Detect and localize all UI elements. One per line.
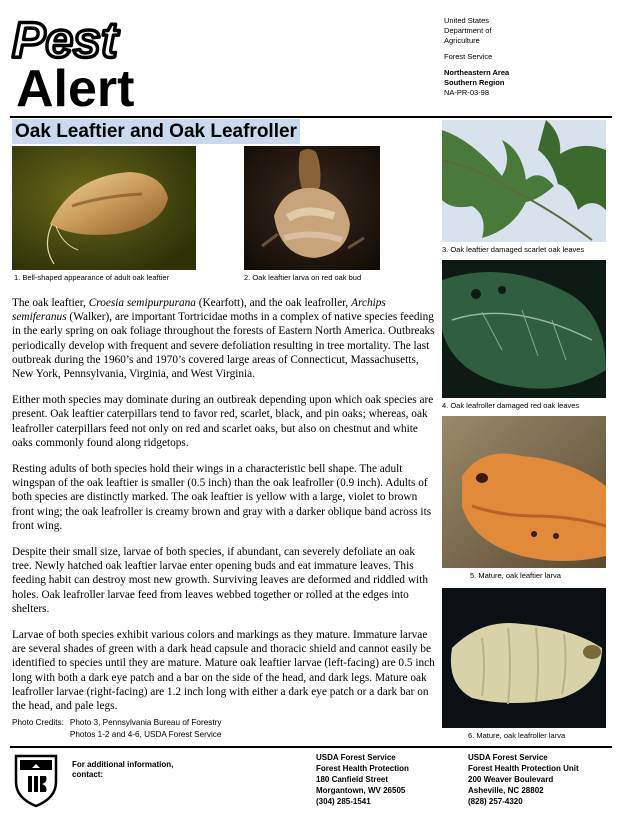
photo-caption: 1. Bell-shaped appearance of adult oak leaftier bbox=[14, 273, 170, 282]
address-line: 180 Canfield Street bbox=[316, 775, 389, 784]
publication-code: NA-PR-03-98 bbox=[444, 88, 490, 97]
photo-leafroller-larva bbox=[442, 588, 606, 728]
paragraph: Larvae of both species exhibit various colors and markings as they mature. Immature larvae are several shades of green with a dark head capsule and thoracic shield and cannot easily be identified to species until they are mature. Mature oak leaftier larvae (left-facing) are 0.5 inch long with both a dark eye patch and a bar on the side of the head, and dark legs. Mature oak leafroller larvae (right-facing) are 1.2 inch long with either a dark eye patch or a dark bar on the head, and pale legs. bbox=[12, 629, 435, 713]
photo-adult-leaftier bbox=[12, 146, 196, 270]
contact-line: For additional information, bbox=[72, 760, 174, 769]
address-line: (304) 285-1541 bbox=[316, 797, 371, 806]
photo-leaftier-larva-bud bbox=[244, 146, 380, 270]
paragraph bbox=[12, 296, 437, 381]
contact-line: contact: bbox=[72, 770, 104, 779]
forest-service-shield-icon bbox=[12, 752, 60, 808]
paragraph: Either moth species may dominate during an outbreak depending upon which oak species are present. Oak leaftier caterpillars tend to favor red, scarlet, black, and pin oaks; whereas, oak leafroller caterpillars feed not only on red and scarlet oaks, but also on chestnut and white oaks commonly found along ridgetops. bbox=[12, 394, 434, 449]
photo-caption: 6. Mature, oak leafroller larva bbox=[468, 731, 566, 740]
address-line: USDA Forest Service bbox=[316, 753, 396, 762]
article-body bbox=[12, 296, 437, 725]
address-morgantown bbox=[316, 752, 409, 807]
photo-caption: 4. Oak leafroller damaged red oak leaves bbox=[442, 401, 580, 410]
agency-line: Forest Service bbox=[444, 52, 493, 61]
credit-line: Photo 3, Pennsylvania Bureau of Forestry bbox=[69, 718, 222, 727]
photo-leaftier-larva bbox=[442, 416, 606, 568]
footer-rule bbox=[10, 746, 612, 748]
agency-block bbox=[444, 16, 614, 98]
text-run: (Kearfott), and the oak leafroller, bbox=[195, 297, 352, 309]
scientific-name: Archips semiferanus bbox=[12, 297, 386, 324]
logo-line1: Pest bbox=[12, 14, 118, 68]
photo-caption: 2. Oak leaftier larva on red oak bud bbox=[244, 273, 362, 282]
photo-caption: 5. Mature, oak leaftier larva bbox=[470, 571, 561, 580]
region-line: Southern Region bbox=[444, 78, 505, 87]
paragraph: Despite their small size, larvae of both species, if abundant, can severely defoliate an oak tree. Newly hatched oak leaftier larvae enter opening buds and eat immature leaves. This feeding habit can destroy most new growth. Surviving leaves are deformed and riddled with holes. Oak leafroller larvae feed from leaves webbed together or rolled at the edges into shelters. bbox=[12, 546, 428, 615]
header-rule bbox=[10, 116, 612, 118]
text-run: (Walker), are important Tortricidae moths in a complex of native species feeding in the early spring on oak foliage throughout the forests of Eastern North America. Outbreaks periodically develop with frequent and severe defoliation resulting in tree mortality. The last outbreak during the 1960’s and 1970’s covered large areas of Connecticut, Massachusetts, New York, Pennsylvania, Virginia, and West Virginia. bbox=[12, 311, 435, 381]
logo-line2: Alert bbox=[16, 60, 135, 110]
photo-red-oak-leaves bbox=[442, 260, 606, 398]
photo-scarlet-oak-leaves bbox=[442, 120, 606, 242]
credits-label: Photo Credits: bbox=[12, 718, 64, 727]
address-line: Forest Health Protection Unit bbox=[468, 764, 579, 773]
photo-credits bbox=[12, 717, 227, 741]
address-line: USDA Forest Service bbox=[468, 753, 548, 762]
address-asheville bbox=[468, 752, 579, 807]
page-title: Oak Leaftier and Oak Leafroller bbox=[12, 119, 300, 144]
paragraph: Resting adults of both species hold their wings in a characteristic bell shape. The adult wingspan of the oak leaftier is smaller (0.5 inch) than the oak leafroller (0.9 inch). Adults of both species are distinctly marked. The oak leaftier is yellow with a large, violet to brown front wing; the oak leafroller is creamy brown and gray with a darker oblique band across its front wing. bbox=[12, 463, 432, 532]
agency-line: Department of bbox=[444, 26, 492, 35]
photo-caption: 3. Oak leaftier damaged scarlet oak leaves bbox=[442, 245, 585, 254]
contact-label bbox=[72, 760, 212, 780]
text-run: The oak leaftier, bbox=[12, 297, 89, 309]
address-line: Asheville, NC 28802 bbox=[468, 786, 544, 795]
address-line: 200 Weaver Boulevard bbox=[468, 775, 554, 784]
scientific-name: Croesia semipurpurana bbox=[88, 297, 196, 309]
pest-alert-logo bbox=[10, 14, 220, 110]
region-line: Northeastern Area bbox=[444, 68, 510, 77]
credit-line: Photos 1-2 and 4-6, USDA Forest Service bbox=[69, 730, 222, 739]
address-line: Morgantown, WV 26505 bbox=[316, 786, 406, 795]
agency-line: United States bbox=[444, 16, 490, 25]
address-line: Forest Health Protection bbox=[316, 764, 409, 773]
agency-line: Agriculture bbox=[444, 36, 480, 45]
address-line: (828) 257-4320 bbox=[468, 797, 523, 806]
